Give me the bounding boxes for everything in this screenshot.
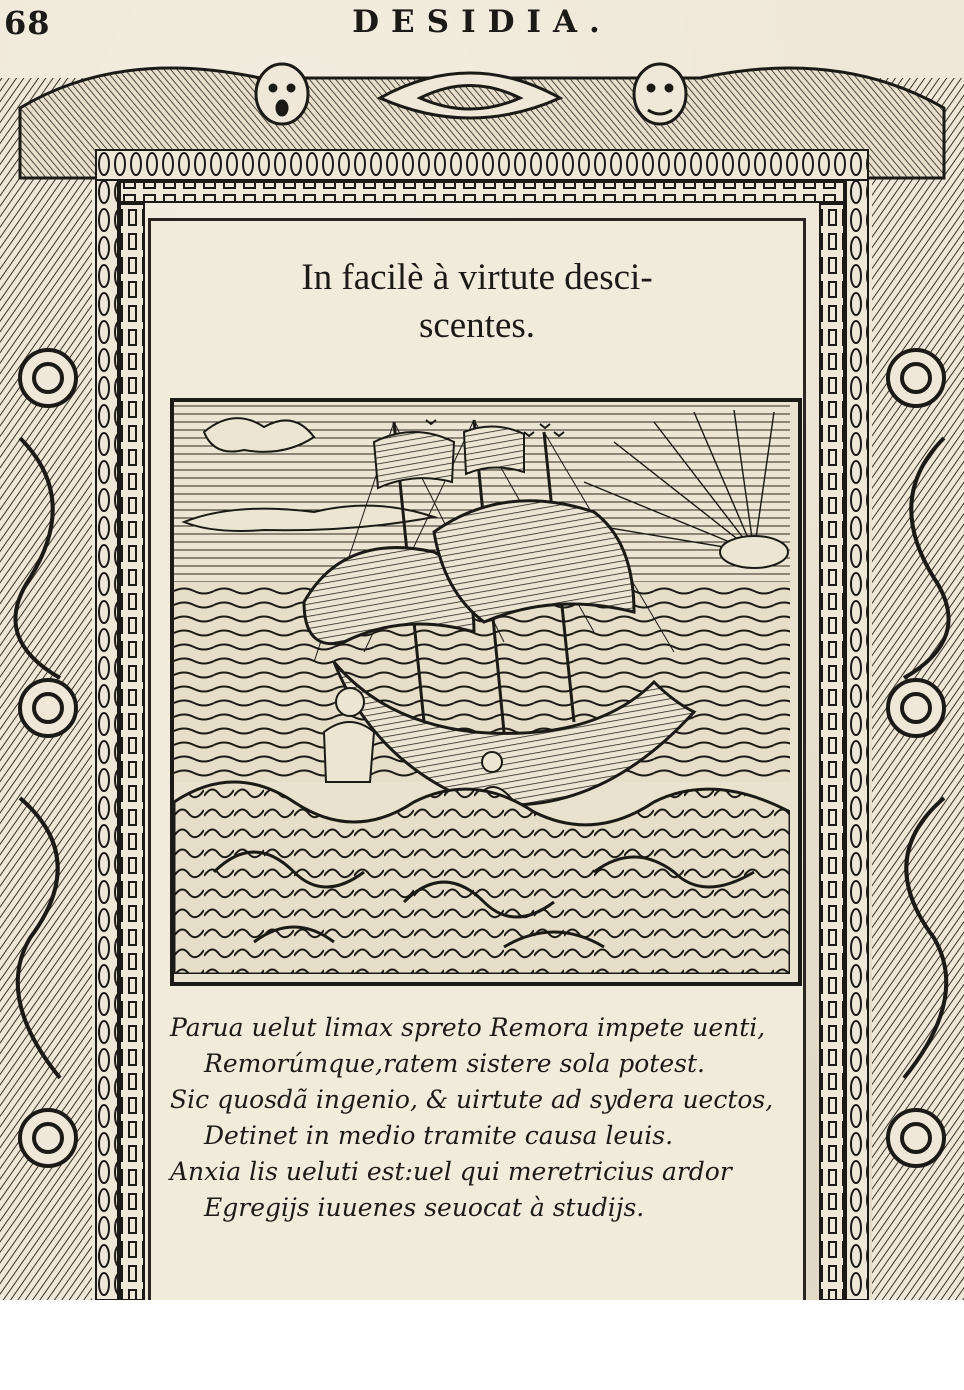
- running-title: DESIDIA.: [352, 4, 612, 40]
- poem-line: Parua uelut limax spreto Remora impete uenti,: [170, 1013, 766, 1042]
- poem-line: Detinet in medio tramite causa leuis.: [204, 1121, 674, 1150]
- emblem-epigram: [152, 1010, 802, 1226]
- ship-woodcut-image: [174, 402, 790, 974]
- page-bottom-margin: [0, 1300, 964, 1390]
- poem-line: Remorúmque,ratem sistere sola potest.: [204, 1049, 705, 1078]
- woodcut-illustration: [170, 398, 802, 986]
- emblem-motto: [148, 254, 806, 350]
- motto-line: scentes.: [418, 305, 536, 346]
- poem-line: Sic quosdã ingenio, & uirtute ad sydera uectos,: [170, 1085, 774, 1114]
- poem-line: Egregijs iuuenes seuocat à studijs.: [204, 1193, 645, 1222]
- motto-line: In facilè à virtute desci-: [301, 257, 653, 298]
- page-number: 68: [4, 4, 51, 42]
- poem-line: Anxia lis ueluti est:uel qui meretricius ardor: [170, 1157, 732, 1186]
